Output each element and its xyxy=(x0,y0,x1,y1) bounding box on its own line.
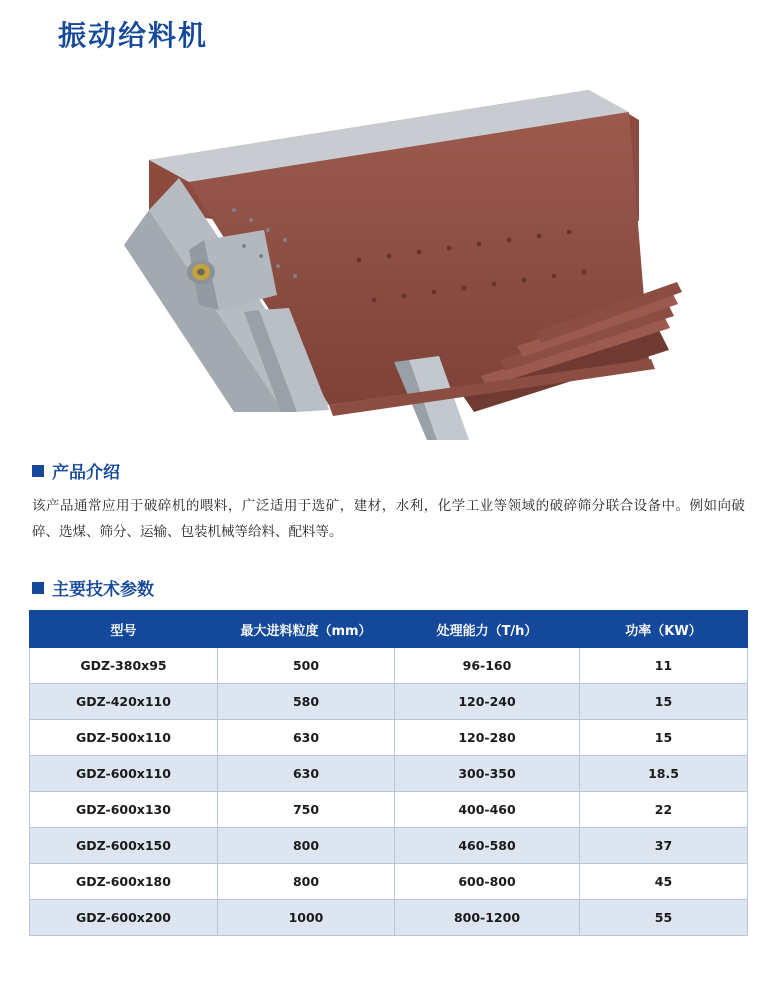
table-cell: GDZ-420x110 xyxy=(30,684,218,720)
table-cell: 750 xyxy=(218,792,395,828)
table-cell: 460-580 xyxy=(395,828,580,864)
table-cell: 18.5 xyxy=(580,756,748,792)
table-cell: 55 xyxy=(580,900,748,936)
table-cell: 45 xyxy=(580,864,748,900)
table-cell: 580 xyxy=(218,684,395,720)
section-heading-specs xyxy=(32,575,749,600)
product-image xyxy=(29,60,749,440)
table-cell: 1000 xyxy=(218,900,395,936)
column-header-max-feed-size: 最大进料粒度（mm） xyxy=(218,611,395,648)
document-page xyxy=(0,14,777,983)
table-cell: 630 xyxy=(218,720,395,756)
table-cell: 300-350 xyxy=(395,756,580,792)
table-cell: 500 xyxy=(218,648,395,684)
table-body xyxy=(30,648,748,936)
section-title-specs: 主要技术参数 xyxy=(52,580,154,600)
table-cell: GDZ-600x150 xyxy=(30,828,218,864)
table-row xyxy=(30,720,748,756)
spec-table xyxy=(29,610,748,936)
table-row xyxy=(30,648,748,684)
intro-paragraph: 该产品通常应用于破碎机的喂料，广泛适用于选矿，建材，水利，化学工业等领域的破碎筛分联合设备中。例如向破碎、选煤、筛分、运输、包装机械等给料、配料等。 xyxy=(32,498,745,540)
column-header-power: 功率（KW） xyxy=(580,611,748,648)
table-cell: GDZ-600x200 xyxy=(30,900,218,936)
table-row xyxy=(30,792,748,828)
table-cell: 120-240 xyxy=(395,684,580,720)
table-cell: 15 xyxy=(580,720,748,756)
column-header-model: 型号 xyxy=(30,611,218,648)
section-heading-intro xyxy=(32,458,749,483)
table-cell: 400-460 xyxy=(395,792,580,828)
table-cell: 37 xyxy=(580,828,748,864)
section-title-intro: 产品介绍 xyxy=(52,463,120,483)
table-cell: GDZ-600x130 xyxy=(30,792,218,828)
table-cell: 15 xyxy=(580,684,748,720)
table-cell: GDZ-500x110 xyxy=(30,720,218,756)
column-header-capacity: 处理能力（T/h） xyxy=(395,611,580,648)
table-cell: GDZ-600x180 xyxy=(30,864,218,900)
table-row xyxy=(30,756,748,792)
square-bullet-icon xyxy=(32,582,44,594)
table-cell: 800 xyxy=(218,864,395,900)
square-bullet-icon xyxy=(32,465,44,477)
page-title: 振动给料机 xyxy=(58,19,209,52)
table-cell: 22 xyxy=(580,792,748,828)
table-cell: 120-280 xyxy=(395,720,580,756)
table-cell: 11 xyxy=(580,648,748,684)
table-cell: GDZ-600x110 xyxy=(30,756,218,792)
vibrating-feeder-illustration xyxy=(29,60,749,440)
table-cell: 96-160 xyxy=(395,648,580,684)
table-row xyxy=(30,900,748,936)
table-cell: GDZ-380x95 xyxy=(30,648,218,684)
table-row xyxy=(30,828,748,864)
table-row xyxy=(30,684,748,720)
table-row xyxy=(30,864,748,900)
table-cell: 800-1200 xyxy=(395,900,580,936)
table-header-row xyxy=(30,611,748,648)
table-cell: 600-800 xyxy=(395,864,580,900)
table-cell: 630 xyxy=(218,756,395,792)
table-cell: 800 xyxy=(218,828,395,864)
